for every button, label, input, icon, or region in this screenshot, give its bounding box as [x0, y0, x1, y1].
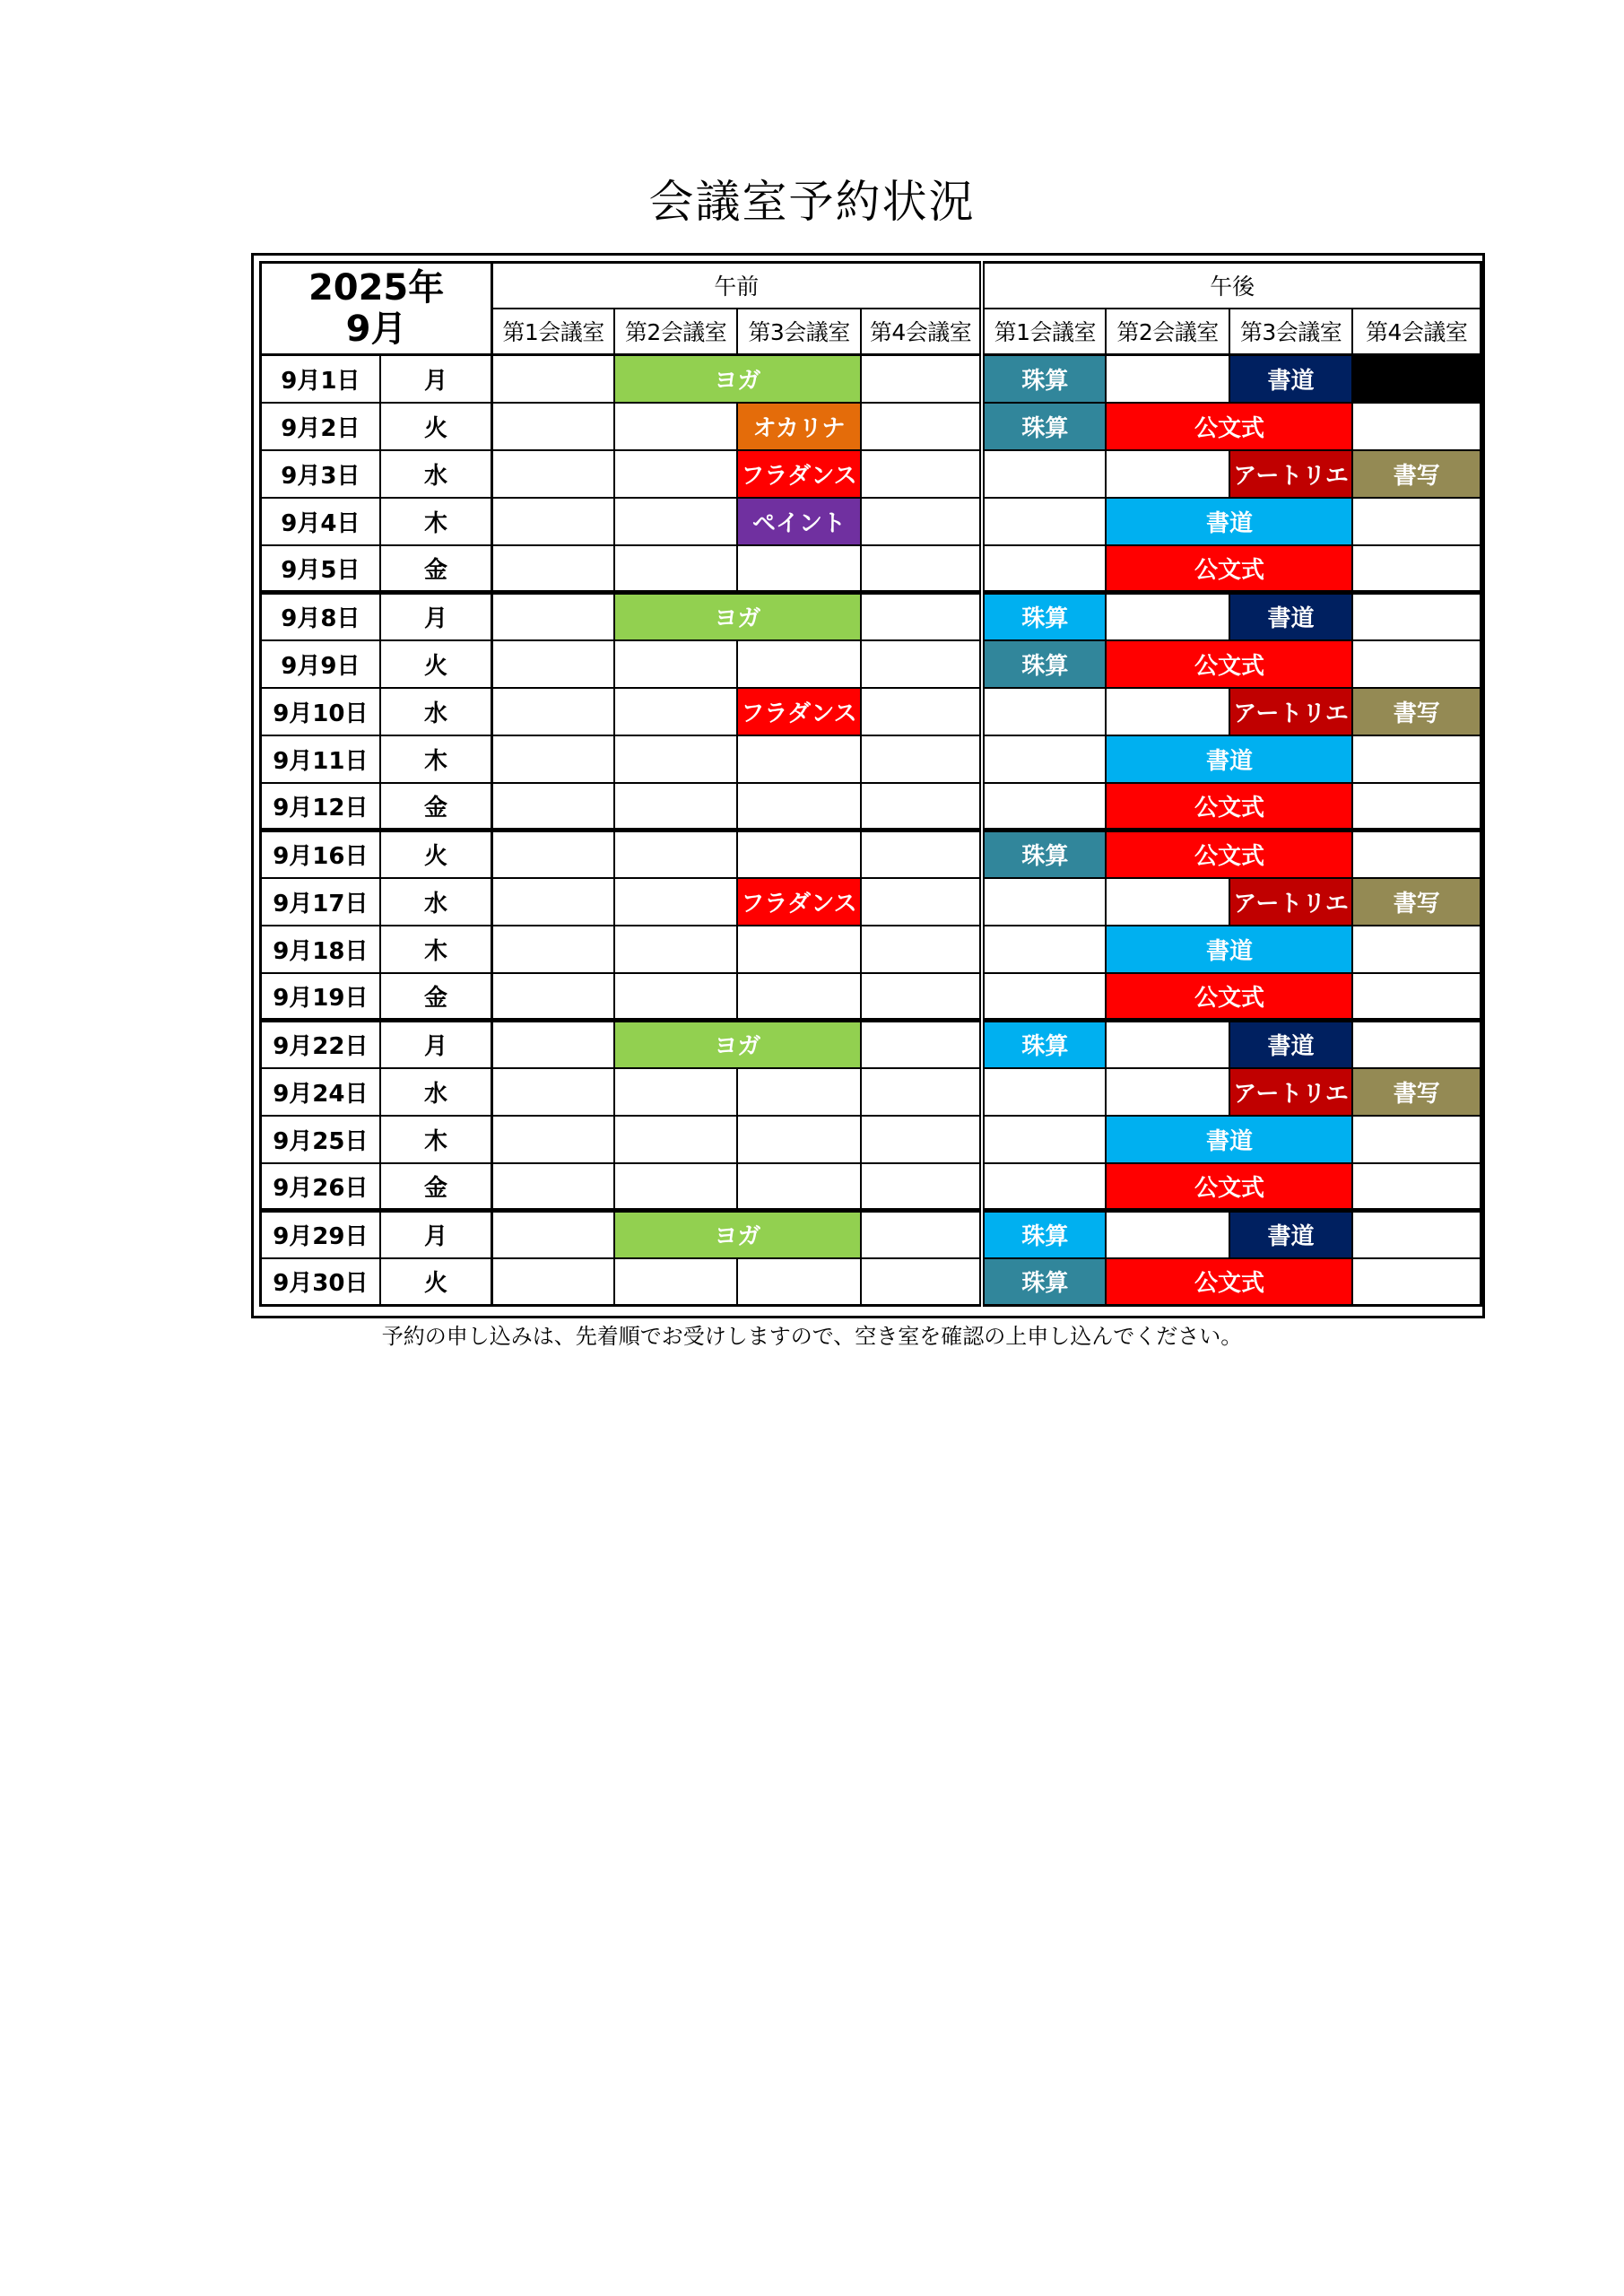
booking-cell[interactable]: 書写 [1352, 1068, 1481, 1116]
empty-slot[interactable] [982, 878, 1106, 926]
weekday-cell: 金 [380, 973, 492, 1021]
empty-slot[interactable] [861, 403, 982, 450]
empty-slot[interactable] [614, 878, 737, 926]
empty-slot[interactable] [737, 973, 861, 1021]
empty-slot[interactable] [861, 1068, 982, 1116]
weekday-cell: 月 [380, 1021, 492, 1068]
booking-cell[interactable]: ヨガ [614, 593, 861, 640]
empty-slot[interactable] [982, 1163, 1106, 1211]
empty-slot[interactable] [492, 355, 614, 403]
schedule-row [261, 355, 1481, 403]
empty-slot[interactable] [737, 640, 861, 688]
empty-slot[interactable] [492, 1068, 614, 1116]
empty-slot[interactable] [1352, 735, 1481, 783]
booking-cell[interactable]: 公文式 [1106, 831, 1352, 878]
date-cell: 9月19日 [261, 973, 380, 1021]
empty-slot[interactable] [614, 450, 737, 498]
empty-slot[interactable] [492, 1163, 614, 1211]
empty-slot[interactable] [982, 1116, 1106, 1163]
date-cell: 9月18日 [261, 926, 380, 973]
booking-cell[interactable]: フラダンス [737, 878, 861, 926]
schedule-row [261, 783, 1481, 831]
weekday-cell: 木 [380, 1116, 492, 1163]
booking-cell[interactable]: 書道 [1229, 1211, 1353, 1258]
schedule-row [261, 735, 1481, 783]
date-cell: 9月17日 [261, 878, 380, 926]
empty-slot[interactable] [492, 926, 614, 973]
booking-cell[interactable]: アートリエ [1229, 878, 1353, 926]
empty-slot[interactable] [492, 1116, 614, 1163]
empty-slot[interactable] [492, 498, 614, 545]
schedule-row [261, 593, 1481, 640]
empty-slot[interactable] [737, 1116, 861, 1163]
empty-slot[interactable] [861, 688, 982, 735]
schedule-row [261, 1211, 1481, 1258]
empty-slot[interactable] [492, 1211, 614, 1258]
schedule-row [261, 1116, 1481, 1163]
empty-slot[interactable] [1352, 1211, 1481, 1258]
date-cell: 9月8日 [261, 593, 380, 640]
empty-slot[interactable] [861, 831, 982, 878]
booking-cell[interactable]: 珠算 [982, 355, 1106, 403]
empty-slot[interactable] [737, 926, 861, 973]
schedule-row [261, 1068, 1481, 1116]
empty-slot[interactable] [861, 1258, 982, 1306]
empty-slot[interactable] [982, 688, 1106, 735]
schedule-row [261, 545, 1481, 593]
booking-cell[interactable]: 書写 [1352, 450, 1481, 498]
empty-slot[interactable] [614, 926, 737, 973]
empty-slot[interactable] [492, 1021, 614, 1068]
booking-cell[interactable]: ペイント [737, 498, 861, 545]
empty-slot[interactable] [492, 688, 614, 735]
booking-cell[interactable]: 珠算 [982, 403, 1106, 450]
schedule-row [261, 926, 1481, 973]
room-header-pm-2: 第2会議室 [1106, 309, 1229, 355]
reservation-table [259, 261, 1482, 1307]
room-header-pm-3: 第3会議室 [1229, 309, 1353, 355]
date-cell: 9月22日 [261, 1021, 380, 1068]
weekday-cell: 木 [380, 498, 492, 545]
empty-slot[interactable] [861, 1021, 982, 1068]
month-header [261, 263, 492, 355]
weekday-cell: 金 [380, 783, 492, 831]
schedule-row [261, 1021, 1481, 1068]
empty-slot[interactable] [982, 735, 1106, 783]
empty-slot[interactable] [982, 498, 1106, 545]
booking-cell[interactable]: 珠算 [982, 593, 1106, 640]
empty-slot[interactable] [492, 593, 614, 640]
booking-note: 予約の申し込みは、先着順でお受けしますので、空き室を確認の上申し込んでください。 [381, 1324, 1243, 1349]
date-cell: 9月30日 [261, 1258, 380, 1306]
date-cell: 9月10日 [261, 688, 380, 735]
schedule-row [261, 973, 1481, 1021]
booking-cell[interactable]: ヨガ [614, 355, 861, 403]
date-cell: 9月5日 [261, 545, 380, 593]
weekday-cell: 水 [380, 450, 492, 498]
empty-slot[interactable] [861, 973, 982, 1021]
date-cell: 9月16日 [261, 831, 380, 878]
empty-slot[interactable] [861, 593, 982, 640]
empty-slot[interactable] [1106, 593, 1229, 640]
empty-slot[interactable] [861, 878, 982, 926]
room-header-am-1: 第1会議室 [492, 309, 614, 355]
empty-slot[interactable] [1106, 1068, 1229, 1116]
weekday-cell: 火 [380, 640, 492, 688]
empty-slot[interactable] [861, 640, 982, 688]
weekday-cell: 金 [380, 545, 492, 593]
empty-slot[interactable] [1352, 403, 1481, 450]
year-label: 2025年 [308, 267, 445, 309]
empty-slot[interactable] [737, 1258, 861, 1306]
booking-cell[interactable]: 書道 [1229, 593, 1353, 640]
empty-slot[interactable] [1352, 926, 1481, 973]
booking-cell[interactable]: 書道 [1106, 735, 1352, 783]
empty-slot[interactable] [861, 926, 982, 973]
empty-slot[interactable] [1106, 355, 1229, 403]
schedule-row [261, 831, 1481, 878]
weekday-cell: 水 [380, 878, 492, 926]
empty-slot[interactable] [982, 450, 1106, 498]
empty-slot[interactable] [492, 878, 614, 926]
empty-slot[interactable] [1352, 1021, 1481, 1068]
booking-cell[interactable]: 書道 [1106, 926, 1352, 973]
empty-slot[interactable] [861, 1163, 982, 1211]
date-cell: 9月26日 [261, 1163, 380, 1211]
weekday-cell: 木 [380, 926, 492, 973]
empty-slot[interactable] [737, 545, 861, 593]
empty-slot[interactable] [1352, 545, 1481, 593]
weekday-cell: 月 [380, 593, 492, 640]
empty-slot[interactable] [614, 831, 737, 878]
empty-slot[interactable] [1352, 1116, 1481, 1163]
empty-slot[interactable] [861, 1116, 982, 1163]
afternoon-header: 午後 [982, 263, 1481, 309]
empty-slot[interactable] [492, 783, 614, 831]
empty-slot[interactable] [1106, 878, 1229, 926]
empty-slot[interactable] [492, 973, 614, 1021]
empty-slot[interactable] [614, 688, 737, 735]
empty-slot[interactable] [982, 973, 1106, 1021]
schedule-row [261, 403, 1481, 450]
weekday-cell: 金 [380, 1163, 492, 1211]
empty-slot[interactable] [614, 1163, 737, 1211]
date-cell: 9月2日 [261, 403, 380, 450]
empty-slot[interactable] [492, 1258, 614, 1306]
empty-slot[interactable] [861, 498, 982, 545]
date-cell: 9月1日 [261, 355, 380, 403]
empty-slot[interactable] [1106, 450, 1229, 498]
empty-slot[interactable] [737, 735, 861, 783]
weekday-cell: 水 [380, 688, 492, 735]
weekday-cell: 月 [380, 1211, 492, 1258]
booking-cell[interactable]: 珠算 [982, 831, 1106, 878]
schedule-row [261, 1163, 1481, 1211]
booking-cell[interactable]: アートリエ [1229, 1068, 1353, 1116]
schedule-row [261, 498, 1481, 545]
weekday-cell: 火 [380, 1258, 492, 1306]
date-cell: 9月11日 [261, 735, 380, 783]
room-header-am-3: 第3会議室 [737, 309, 861, 355]
empty-slot[interactable] [492, 640, 614, 688]
weekday-cell: 木 [380, 735, 492, 783]
empty-slot[interactable] [1106, 1211, 1229, 1258]
morning-header: 午前 [492, 263, 983, 309]
empty-slot[interactable] [614, 783, 737, 831]
empty-slot[interactable] [1352, 831, 1481, 878]
empty-slot[interactable] [492, 403, 614, 450]
empty-slot[interactable] [982, 1068, 1106, 1116]
booking-cell[interactable]: 書道 [1229, 1021, 1353, 1068]
schedule-row [261, 688, 1481, 735]
empty-slot[interactable] [861, 783, 982, 831]
page-title: 会議室予約状況 [648, 176, 976, 228]
schedule-body [261, 355, 1481, 1306]
empty-slot[interactable] [737, 1163, 861, 1211]
empty-slot[interactable] [861, 735, 982, 783]
empty-slot[interactable] [614, 1258, 737, 1306]
booking-cell[interactable]: 公文式 [1106, 545, 1352, 593]
booking-cell[interactable]: 公文式 [1106, 640, 1352, 688]
booking-cell[interactable]: 公文式 [1106, 403, 1352, 450]
empty-slot[interactable] [1352, 973, 1481, 1021]
booking-cell[interactable]: 珠算 [982, 1021, 1106, 1068]
empty-slot[interactable] [1352, 1163, 1481, 1211]
date-cell: 9月24日 [261, 1068, 380, 1116]
empty-slot[interactable] [614, 1116, 737, 1163]
room-header-pm-1: 第1会議室 [982, 309, 1106, 355]
empty-slot[interactable] [614, 403, 737, 450]
booking-cell[interactable]: フラダンス [737, 450, 861, 498]
empty-slot[interactable] [737, 1068, 861, 1116]
schedule-row [261, 450, 1481, 498]
weekday-cell: 水 [380, 1068, 492, 1116]
booking-cell[interactable]: 書写 [1352, 688, 1481, 735]
empty-slot[interactable] [982, 783, 1106, 831]
booking-cell[interactable]: 珠算 [982, 1258, 1106, 1306]
reservation-sheet [251, 253, 1485, 1318]
date-cell: 9月29日 [261, 1211, 380, 1258]
empty-slot[interactable] [1352, 640, 1481, 688]
booking-cell[interactable]: 書道 [1229, 355, 1353, 403]
empty-slot[interactable] [1106, 1021, 1229, 1068]
booking-cell[interactable]: アートリエ [1229, 688, 1353, 735]
empty-slot[interactable] [1106, 688, 1229, 735]
empty-slot[interactable] [1352, 593, 1481, 640]
empty-slot[interactable] [982, 926, 1106, 973]
booking-cell[interactable]: 公文式 [1106, 1163, 1352, 1211]
booking-cell[interactable]: 書写 [1352, 878, 1481, 926]
schedule-row [261, 878, 1481, 926]
empty-slot[interactable] [861, 1211, 982, 1258]
empty-slot[interactable] [737, 783, 861, 831]
booking-cell[interactable]: アートリエ [1229, 450, 1353, 498]
empty-slot[interactable] [1352, 783, 1481, 831]
booking-cell[interactable]: ヨガ [614, 1211, 861, 1258]
month-label: 9月 [345, 309, 407, 350]
weekday-cell: 月 [380, 355, 492, 403]
booking-cell[interactable]: 公文式 [1106, 1258, 1352, 1306]
date-cell: 9月9日 [261, 640, 380, 688]
booking-cell[interactable] [1352, 355, 1481, 403]
empty-slot[interactable] [614, 1068, 737, 1116]
booking-cell[interactable]: 書道 [1106, 1116, 1352, 1163]
booking-cell[interactable]: 書道 [1106, 498, 1352, 545]
room-header-pm-4: 第4会議室 [1352, 309, 1481, 355]
booking-cell[interactable]: フラダンス [737, 688, 861, 735]
date-cell: 9月12日 [261, 783, 380, 831]
weekday-cell: 火 [380, 403, 492, 450]
booking-cell[interactable]: 公文式 [1106, 783, 1352, 831]
empty-slot[interactable] [614, 973, 737, 1021]
date-cell: 9月3日 [261, 450, 380, 498]
schedule-row [261, 640, 1481, 688]
date-cell: 9月4日 [261, 498, 380, 545]
empty-slot[interactable] [492, 450, 614, 498]
room-header-am-4: 第4会議室 [861, 309, 982, 355]
empty-slot[interactable] [614, 498, 737, 545]
empty-slot[interactable] [614, 545, 737, 593]
empty-slot[interactable] [861, 450, 982, 498]
empty-slot[interactable] [1352, 1258, 1481, 1306]
date-cell: 9月25日 [261, 1116, 380, 1163]
booking-cell[interactable]: 公文式 [1106, 973, 1352, 1021]
empty-slot[interactable] [982, 545, 1106, 593]
booking-cell[interactable]: 珠算 [982, 1211, 1106, 1258]
empty-slot[interactable] [1352, 498, 1481, 545]
empty-slot[interactable] [614, 640, 737, 688]
empty-slot[interactable] [492, 831, 614, 878]
room-header-am-2: 第2会議室 [614, 309, 737, 355]
empty-slot[interactable] [737, 831, 861, 878]
empty-slot[interactable] [614, 735, 737, 783]
booking-cell[interactable]: ヨガ [614, 1021, 861, 1068]
empty-slot[interactable] [861, 545, 982, 593]
empty-slot[interactable] [492, 545, 614, 593]
weekday-cell: 火 [380, 831, 492, 878]
schedule-row [261, 1258, 1481, 1306]
empty-slot[interactable] [492, 735, 614, 783]
booking-cell[interactable]: 珠算 [982, 640, 1106, 688]
empty-slot[interactable] [861, 355, 982, 403]
booking-cell[interactable]: オカリナ [737, 403, 861, 450]
